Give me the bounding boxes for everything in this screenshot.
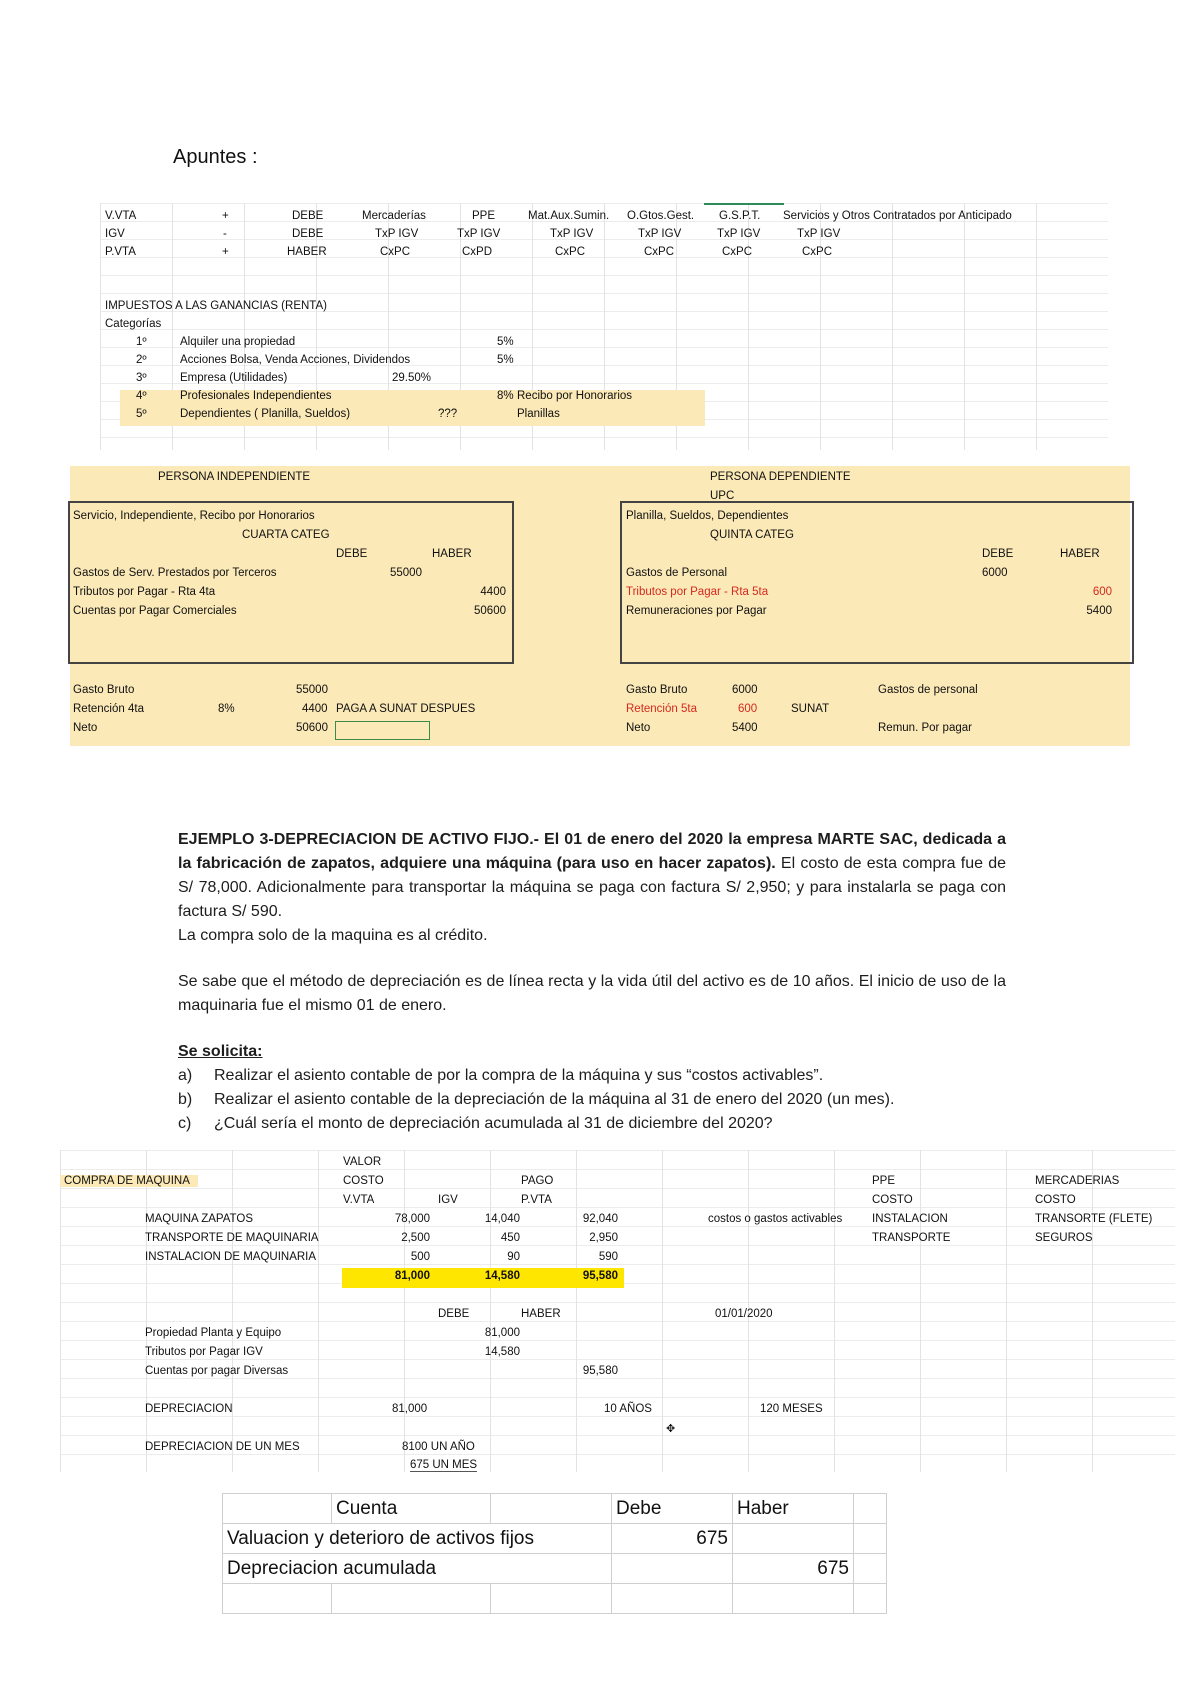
table-cell (223, 1584, 332, 1614)
selected-cell-marker (704, 203, 784, 205)
category-number: 2º (136, 354, 147, 366)
entry-haber: 4400 (480, 586, 506, 598)
left-box-line1: Servicio, Independiente, Recibo por Honorarios (73, 510, 315, 522)
purchase-label: COMPRA DE MAQUINA (60, 1175, 198, 1187)
example-body: El costo de esta compra fue de S/ 78,000. Adicionalmente para transportar la máquina se paga con factura S/ 2,950; y para instalarla se paga con factura S/ 590. (178, 855, 1006, 920)
task-key: b) (178, 1091, 193, 1108)
header-haber: Haber (733, 1494, 854, 1524)
entry-name: Gastos de Serv. Prestados por Terceros (73, 567, 277, 579)
merc-col: MERCADERIAS (1035, 1175, 1120, 1187)
table-cell (491, 1584, 612, 1614)
entry-haber: 5400 (1086, 605, 1112, 617)
left-haber-header: HABER (432, 548, 472, 560)
item-pvta: 590 (598, 1251, 618, 1263)
header-cuenta: Cuenta (332, 1494, 491, 1524)
summary-mid: SUNAT (791, 703, 830, 715)
h-vvta: V.VTA (343, 1194, 375, 1206)
total-pvta: 95,580 (582, 1270, 618, 1282)
cell: CxPC (380, 246, 411, 258)
task-text: Realizar el asiento contable de por la compra de la máquina y sus “costos activables”. (214, 1067, 824, 1084)
taxes-title: IMPUESTOS A LAS GANANCIAS (RENTA) (105, 300, 327, 312)
summary-label: Neto (626, 722, 651, 734)
header-debe: Debe (612, 1494, 733, 1524)
summary-note: Gastos de personal (878, 684, 978, 696)
item-pvta: 2,950 (589, 1232, 618, 1244)
paragraph-1 (178, 828, 1006, 924)
total-vvta: 81,000 (394, 1270, 430, 1282)
category-rate: 5% (497, 336, 514, 348)
journal-debe: 14,580 (484, 1346, 520, 1358)
right-box-line1: Planilla, Sueldos, Dependientes (626, 510, 789, 522)
depreciation-label: DEPRECIACION (145, 1403, 233, 1415)
item-name: INSTALACION DE MAQUINARIA (145, 1251, 317, 1263)
categories-label: Categorías (105, 318, 162, 330)
table-row (223, 1524, 887, 1554)
ppe-col: PPE (872, 1175, 896, 1187)
right-box-line2: QUINTA CATEG (710, 529, 794, 541)
right-title: PERSONA DEPENDIENTE (710, 471, 851, 483)
entry-debe: 55000 (390, 567, 422, 579)
ppe-col: COSTO (872, 1194, 913, 1206)
table-cell (854, 1524, 887, 1554)
sign: - (223, 228, 227, 240)
cell: TxP IGV (375, 228, 419, 240)
total-igv: 14,580 (484, 1270, 520, 1282)
item-vvta: 78,000 (394, 1213, 430, 1225)
row-cuenta: Depreciacion acumulada (223, 1554, 612, 1584)
merc-col: SEGUROS (1035, 1232, 1093, 1244)
journal-account: Tributos por Pagar IGV (145, 1346, 263, 1358)
summary-note: PAGA A SUNAT DESPUES (336, 703, 476, 715)
left-ledger-box (68, 501, 514, 664)
left-debe-header: DEBE (336, 548, 368, 560)
h-costo: COSTO (343, 1175, 384, 1187)
summary-value: 50600 (296, 722, 328, 734)
summary-note: Remun. Por pagar (878, 722, 972, 734)
col-gspt: G.S.P.T. (719, 210, 761, 222)
left-box-line2: CUARTA CATEG (242, 529, 330, 541)
entry-haber: 50600 (474, 605, 506, 617)
depreciation-months: 120 MESES (760, 1403, 823, 1415)
journal-haber-header: HABER (521, 1308, 561, 1320)
row-haber: 675 (733, 1554, 854, 1584)
h-pvta: P.VTA (521, 1194, 552, 1206)
col-servicios: Servicios y Otros Contratados por Anticipado (783, 210, 1012, 222)
purchase-spreadsheet (60, 1150, 1175, 1472)
table-header-row (223, 1494, 887, 1524)
cell: TxP IGV (797, 228, 841, 240)
col-otros-gastos: O.Gtos.Gest. (627, 210, 695, 222)
journal-account: Cuentas por pagar Diversas (145, 1365, 289, 1377)
summary-label: Retención 4ta (73, 703, 144, 715)
entry-name: Remuneraciones por Pagar (626, 605, 767, 617)
category-number: 3º (136, 372, 147, 384)
cursor-icon: ✥ (666, 1423, 676, 1435)
depreciation-month-label: DEPRECIACION DE UN MES (145, 1441, 300, 1453)
cell: TxP IGV (717, 228, 761, 240)
right-haber-header: HABER (1060, 548, 1100, 560)
example-text (178, 828, 1006, 1136)
entry-name: Tributos por Pagar - Rta 5ta (626, 586, 769, 598)
category-number: 4º (136, 390, 147, 402)
task-item (178, 1088, 1006, 1112)
table-cell (854, 1584, 887, 1614)
task-key: a) (178, 1067, 193, 1084)
journal-date: 01/01/2020 (715, 1308, 773, 1320)
summary-value: 55000 (296, 684, 328, 696)
cell: TxP IGV (638, 228, 682, 240)
cell: TxP IGV (550, 228, 594, 240)
journal-account: Propiedad Planta y Equipo (145, 1327, 282, 1339)
category-mid: 29.50% (392, 372, 432, 384)
persons-section (70, 466, 1130, 746)
summary-label: Neto (73, 722, 98, 734)
paragraph-2: La compra solo de la maquina es al crédito. (178, 927, 488, 944)
category-name: Profesionales Independientes (180, 390, 332, 402)
category-name: Alquiler una propiedad (180, 336, 296, 348)
depreciation-years: 10 AÑOS (604, 1403, 652, 1415)
summary-value: 4400 (302, 703, 328, 715)
sign: + (222, 210, 229, 222)
task-item (178, 1112, 1006, 1136)
item-vvta: 500 (410, 1251, 430, 1263)
h-valor: VALOR (343, 1156, 382, 1168)
side: DEBE (292, 210, 324, 222)
row-label: P.VTA (105, 246, 136, 258)
category-note: Planillas (517, 408, 560, 420)
task-text: Realizar el asiento contable de la depreciación de la máquina al 31 de enero del 2020 (un mes). (214, 1091, 895, 1108)
row-haber (733, 1524, 854, 1554)
row-debe (612, 1554, 733, 1584)
table-cell (854, 1494, 887, 1524)
page-heading: Apuntes : (173, 146, 258, 168)
top-spreadsheet (100, 203, 1108, 450)
table-row (223, 1554, 887, 1584)
task-text: ¿Cuál sería el monto de depreciación acumulada al 31 de diciembre del 2020? (214, 1115, 773, 1132)
solicita-heading: Se solicita: (178, 1043, 263, 1060)
item-name: TRANSPORTE DE MAQUINARIA (145, 1232, 319, 1244)
item-igv: 14,040 (484, 1213, 520, 1225)
side: HABER (287, 246, 327, 258)
activable-note: costos o gastos activables (708, 1213, 843, 1225)
col-mat-aux: Mat.Aux.Sumin. (528, 210, 610, 222)
merc-col: COSTO (1035, 1194, 1076, 1206)
entry-name: Cuentas por Pagar Comerciales (73, 605, 237, 617)
row-debe: 675 (612, 1524, 733, 1554)
sign: + (222, 246, 229, 258)
cell: CxPD (462, 246, 493, 258)
cell: CxPC (555, 246, 586, 258)
depreciation-value: 81,000 (392, 1403, 428, 1415)
table-cell (612, 1584, 733, 1614)
entry-debe: 6000 (982, 567, 1008, 579)
summary-label: Gasto Bruto (626, 684, 688, 696)
entry-name: Tributos por Pagar - Rta 4ta (73, 586, 216, 598)
entry-name: Gastos de Personal (626, 567, 728, 579)
right-ledger-box (620, 501, 1134, 664)
row-label: IGV (105, 228, 125, 240)
left-title: PERSONA INDEPENDIENTE (158, 471, 311, 483)
right-debe-header: DEBE (982, 548, 1014, 560)
category-name: Dependientes ( Planilla, Sueldos) (180, 408, 351, 420)
table-cell (491, 1494, 612, 1524)
paragraph-3: Se sabe que el método de depreciación es de línea recta y la vida útil del activo es de 10 años. El inicio de uso de la maquinaria fue el mismo 01 de enero. (178, 973, 1006, 1014)
cell: CxPC (802, 246, 833, 258)
category-name: Acciones Bolsa, Venda Acciones, Dividendos (180, 354, 411, 366)
category-mid: ??? (438, 408, 458, 420)
example-title: EJEMPLO 3-DEPRECIACION DE ACTIVO FIJO.- El 01 de enero del 2020 la empresa MARTE SAC, dedicada a la fabricación de zapatos, adquiere una máquina (para uso en hacer zapatos). (178, 831, 1006, 872)
summary-value: 6000 (732, 684, 758, 696)
h-igv: IGV (438, 1194, 458, 1206)
category-rate: 5% (497, 354, 514, 366)
journal-debe: 81,000 (484, 1327, 520, 1339)
summary-pct: 8% (218, 703, 235, 715)
cell: TxP IGV (457, 228, 501, 240)
journal-haber: 95,580 (582, 1365, 618, 1377)
item-igv: 90 (507, 1251, 520, 1263)
item-name: MAQUINA ZAPATOS (145, 1213, 253, 1225)
item-pvta: 92,040 (582, 1213, 618, 1225)
category-number: 5º (136, 408, 147, 420)
merc-col: TRANSORTE (FLETE) (1035, 1213, 1153, 1225)
summary-label: Retención 5ta (626, 703, 697, 715)
row-label: V.VTA (105, 210, 137, 222)
col-mercaderias: Mercaderías (362, 210, 426, 222)
category-rate: 8% (497, 390, 514, 402)
selected-cell[interactable] (335, 721, 430, 740)
table-cell (223, 1494, 332, 1524)
task-key: c) (178, 1115, 192, 1132)
cell: CxPC (644, 246, 675, 258)
ppe-col: TRANSPORTE (872, 1232, 951, 1244)
item-vvta: 2,500 (401, 1232, 430, 1244)
table-cell (733, 1584, 854, 1614)
summary-label: Gasto Bruto (73, 684, 135, 696)
side: DEBE (292, 228, 324, 240)
table-cell (332, 1584, 491, 1614)
category-note: Recibo por Honorarios (517, 390, 633, 402)
depreciation-month-value: 675 UN MES (410, 1459, 478, 1471)
final-journal-table (222, 1493, 887, 1614)
summary-value: 600 (738, 703, 758, 715)
cell: CxPC (722, 246, 753, 258)
table-row (223, 1584, 887, 1614)
right-subtitle: UPC (710, 490, 735, 502)
item-igv: 450 (500, 1232, 520, 1244)
task-item (178, 1064, 1006, 1088)
ppe-col: INSTALACION (872, 1213, 948, 1225)
journal-debe-header: DEBE (438, 1308, 470, 1320)
depreciation-year-value: 8100 UN AÑO (402, 1441, 475, 1453)
category-name: Empresa (Utilidades) (180, 372, 288, 384)
entry-haber: 600 (1092, 586, 1112, 598)
col-ppe: PPE (472, 210, 496, 222)
row-cuenta: Valuacion y deterioro de activos fijos (223, 1524, 612, 1554)
table-cell (854, 1554, 887, 1584)
summary-value: 5400 (732, 722, 758, 734)
h-pago: PAGO (521, 1175, 554, 1187)
category-number: 1º (136, 336, 147, 348)
